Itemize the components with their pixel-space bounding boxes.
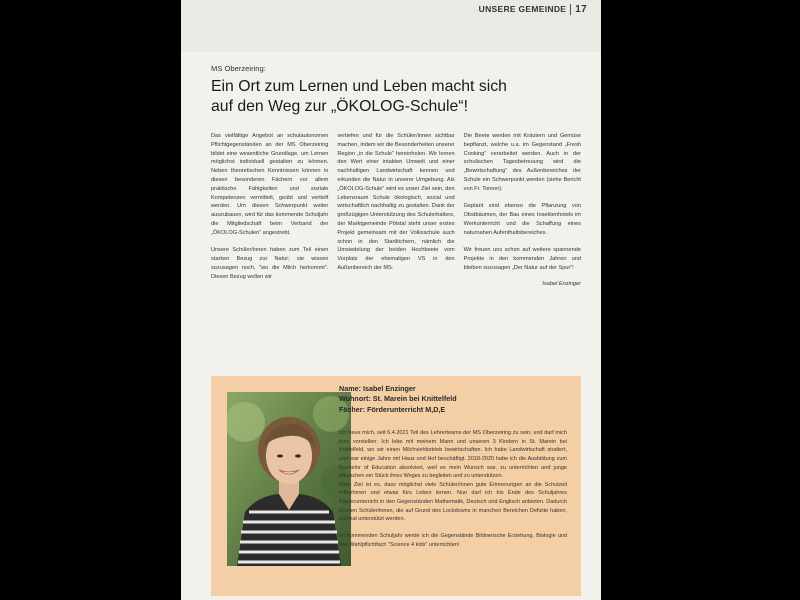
magazine-page	[181, 0, 601, 600]
teacher-profile-box	[211, 376, 581, 596]
page-header	[479, 2, 587, 16]
headline-line-1: Ein Ort zum Lernen und Leben macht sich	[211, 78, 507, 95]
profile-subjects: Fächer: Förderunterricht M,D,E	[339, 404, 446, 414]
bio-paragraph: Ich freue mich, seit 6.4.2021 Teil des Lehrerteams der MS Oberzeiring zu sein, und darf mich kurz vorstellen: Ich lebe mit meinem Mann und unseren 3 Kindern in St. Marein bei Knittelfeld, wo wir einen Milchviehbetrieb bewirtschaften. Ich habe Landwirtschaft studiert, und war einige Jahre mit Haus und Hof beschäftigt. 2018-2020 habe ich die Ausbildung zum Bachelor of Education absolviert, weil es mein Wunsch war, zu unterrichten und junge Menschen ein Stück ihres Weges zu begleiten und zu unterstützen.	[339, 430, 567, 480]
profile-bio	[339, 429, 567, 549]
paragraph: vertiefen und für die Schüler/innen sichtbar machen, indem wir die Besonderheiten unserer Region „in die Schule“ hereinholen. Wir lernen den Wert einer intakten Umwelt und einer nachhaltigen Landwirtschaft kennen und erkunden die Natur in unserer Umgebung. Als „ÖKOLOG-Schule“ wird es unser Ziel sein, den Lebensraum Schule ökologisch, sozial und wirtschaftlich nachhaltig zu gestalten. Dank der großzügigen Unterstützung des Schulerhalters, der Marktgemeinde Pölstal steht unser erstes Projekt gemeinsam mit der Volksschule auch schon in den Startlöchern, nämlich die Umsiedelung der beiden Hochbeete vom Vorplatz der ehemaligen VS in den Außenbereich der MS.	[337, 133, 455, 271]
page-number: 17	[575, 3, 587, 15]
paragraph: Geplant sind ebenso die Pflanzung von Obstbäumen, der Bau eines Insektenhotels im Werkunterricht und die Schaffung eines naturnahen Aufenthaltsbereiches.	[463, 203, 581, 236]
profile-residence: Wohnort: St. Marein bei Knittelfeld	[339, 394, 457, 404]
article-columns	[211, 132, 581, 347]
teacher-portrait-photo	[227, 392, 351, 566]
headline-line-2: auf den Weg zur „ÖKOLOG-Schule“!	[211, 98, 468, 115]
article-kicker: MS Oberzeiring:	[211, 64, 266, 73]
paragraph: Die Beete werden mit Kräutern und Gemüse bepflanzt, welche u.a. im Gegenstand „Fresh Cooking“ verarbeitet werden. Auch in der schulischen Tagesbetreuung wird die „Bewirtschaftung“ des Außenbereiches der Schule ein Schwerpunkt werden (siehe Bericht von Fr. Tonner).	[463, 133, 581, 192]
profile-name: Name: Isabel Enzinger	[339, 384, 416, 393]
profile-text	[339, 384, 567, 550]
article-column-3	[464, 132, 581, 347]
article-headline	[211, 77, 591, 117]
bio-paragraph: Im kommenden Schuljahr werde ich die Gegenstände Bildnerische Erziehung, Biologie und das Wahlpflichtfach "Science 4 kids" unterrichten!	[339, 533, 567, 548]
article-author: Isabel Enzinger	[542, 280, 581, 287]
paragraph: Das vielfältige Angebot an schulautonomen Pflichtgegenständen an der MS Oberzeiring bildet eine wesentliche Grundlage, um Lernen möglichst individuell gestalten zu können. Neben theoretischen Kenntnissen können in diesen besonderen Fächern vor allem praktische Fähigkeiten und soziale Kompetenzen vermittelt, geübt und vertieft werden. Um diesen Schwerpunkt weiter auszubauen, wird für das kommende Schuljahr die Mitgliedschaft beim Verband der „ÖKOLOG-Schulen“ angestrebt.	[211, 133, 329, 236]
paragraph: Unsere Schüler/innen haben zum Teil einen starken Bezug zur Natur; sie wissen sozusagen noch, "wo die Milch herkommt". Diesen Bezug wollen wir	[211, 247, 329, 280]
profile-facts	[339, 384, 567, 415]
paragraph: Wir freuen uns schon auf weitere spannende Projekte in den kommenden Jahren und bleiben sozusagen „Der Natur auf der Spur“!	[463, 247, 581, 271]
article-column-2	[337, 132, 454, 347]
header-divider	[570, 4, 571, 15]
article-column-1	[211, 132, 328, 347]
bio-paragraph: Mein Ziel ist es, dass möglichst viele Schüler/innen gute Erinnerungen an die Schulzeit mitnehmen und etwas fürs Leben lernen. Nun darf ich bis Ende des Schuljahres Förderunterricht in den Gegenständen Mathematik, Deutsch und Englisch anbieten. Dadurch können Schüler/innen, die auf Grund des Lockdowns in manchen Bereichen Defizite haben, optimal unterstützt werden.	[339, 481, 567, 523]
section-title: UNSERE GEMEINDE	[478, 4, 567, 14]
